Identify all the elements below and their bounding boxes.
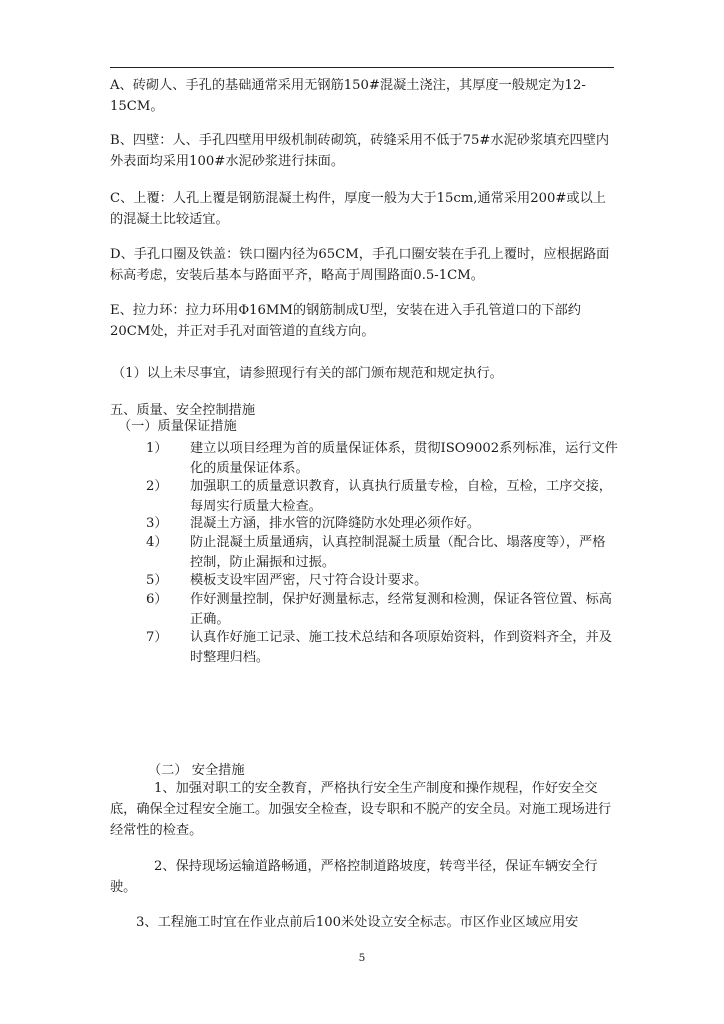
list-item: 防止混凝土质量通病，认真控制混凝土质量（配合比、塌落度等），严格控制，防止漏振和过振。 bbox=[190, 535, 606, 570]
list-item-number: 7） bbox=[146, 630, 168, 645]
paragraph-c: C、上覆：人孔上覆是钢筋混凝土构件，厚度一般为大于15cm,通常采用200#或以上的混凝土比较适宜。 bbox=[110, 191, 606, 227]
list-item: 建立以项目经理为首的质量保证体系，贯彻ISO9002系列标准，运行文件化的质量保证体系。 bbox=[190, 441, 618, 476]
safety-paragraph-2: 2、保持现场运输道路畅通，严格控制道路坡度，转弯半径，保证车辆安全行驶。 bbox=[110, 859, 598, 895]
header-rule bbox=[110, 67, 614, 68]
list-item: 混凝土方涵，排水管的沉降缝防水处理必须作好。 bbox=[190, 516, 481, 531]
list-item-number: 6） bbox=[146, 592, 168, 607]
list-item-number: 3） bbox=[146, 516, 168, 531]
paragraph-e: E、拉力环：拉力环用Φ16MM的钢筋制成U型，安装在进入手孔管道口的下部约20CM处，并正对手孔对面管道的直线方向。 bbox=[110, 303, 581, 339]
list-item: 加强职工的质量意识教育，认真执行质量专检，自检，互检，工序交接，每周实行质量大检查。 bbox=[190, 479, 612, 514]
list-item-number: 1） bbox=[146, 441, 168, 456]
subsection-safety-title: （二） 安全措施 bbox=[148, 763, 245, 778]
list-item: 认真作好施工记录、施工技术总结和各项原始资料，作到资料齐全，并及时整理归档。 bbox=[190, 630, 612, 665]
paragraph-b: B、四壁：人、手孔四壁用甲级机制砖砌筑，砖缝采用不低于75#水泥砂浆填充四壁内外表面均采用100#水泥砂浆进行抹面。 bbox=[110, 133, 610, 169]
list-item-number: 4） bbox=[146, 535, 168, 550]
safety-paragraph-3: 3、工程施工时宜在作业点前后100米处设立安全标志。市区作业区域应用安 bbox=[136, 915, 579, 930]
list-item-number: 2） bbox=[146, 479, 168, 494]
section-title: 五、质量、安全控制措施 bbox=[110, 403, 256, 418]
page-number: 5 bbox=[358, 952, 366, 964]
paragraph-a: A、砖砌人、手孔的基础通常采用无钢筋150#混凝土浇注，其厚度一般规定为12-15CM。 bbox=[110, 78, 586, 114]
list-item: 作好测量控制，保护好测量标志，经常复测和检测，保证各管位置、标高正确。 bbox=[190, 592, 612, 627]
safety-paragraph-1: 1、加强对职工的安全教育，严格执行安全生产制度和操作规程，作好安全交底，确保全过程安全施工。加强安全检查，设专职和不脱产的安全员。对施工现场进行经常性的检查。 bbox=[110, 781, 612, 838]
list-item-number: 5） bbox=[146, 573, 168, 588]
subsection-quality-title: （一）质量保证措施 bbox=[118, 419, 237, 434]
paragraph-note: （1）以上未尽事宜，请参照现行有关的部门颁布规范和规定执行。 bbox=[112, 366, 503, 381]
paragraph-d: D、手孔口圈及铁盖：铁口圈内径为65CM，手孔口圈安装在手孔上覆时，应根据路面标高考虑，安装后基本与路面平齐，略高于周围路面0.5-1CM。 bbox=[110, 247, 610, 283]
list-item: 模板支设牢固严密，尺寸符合设计要求。 bbox=[190, 573, 428, 588]
